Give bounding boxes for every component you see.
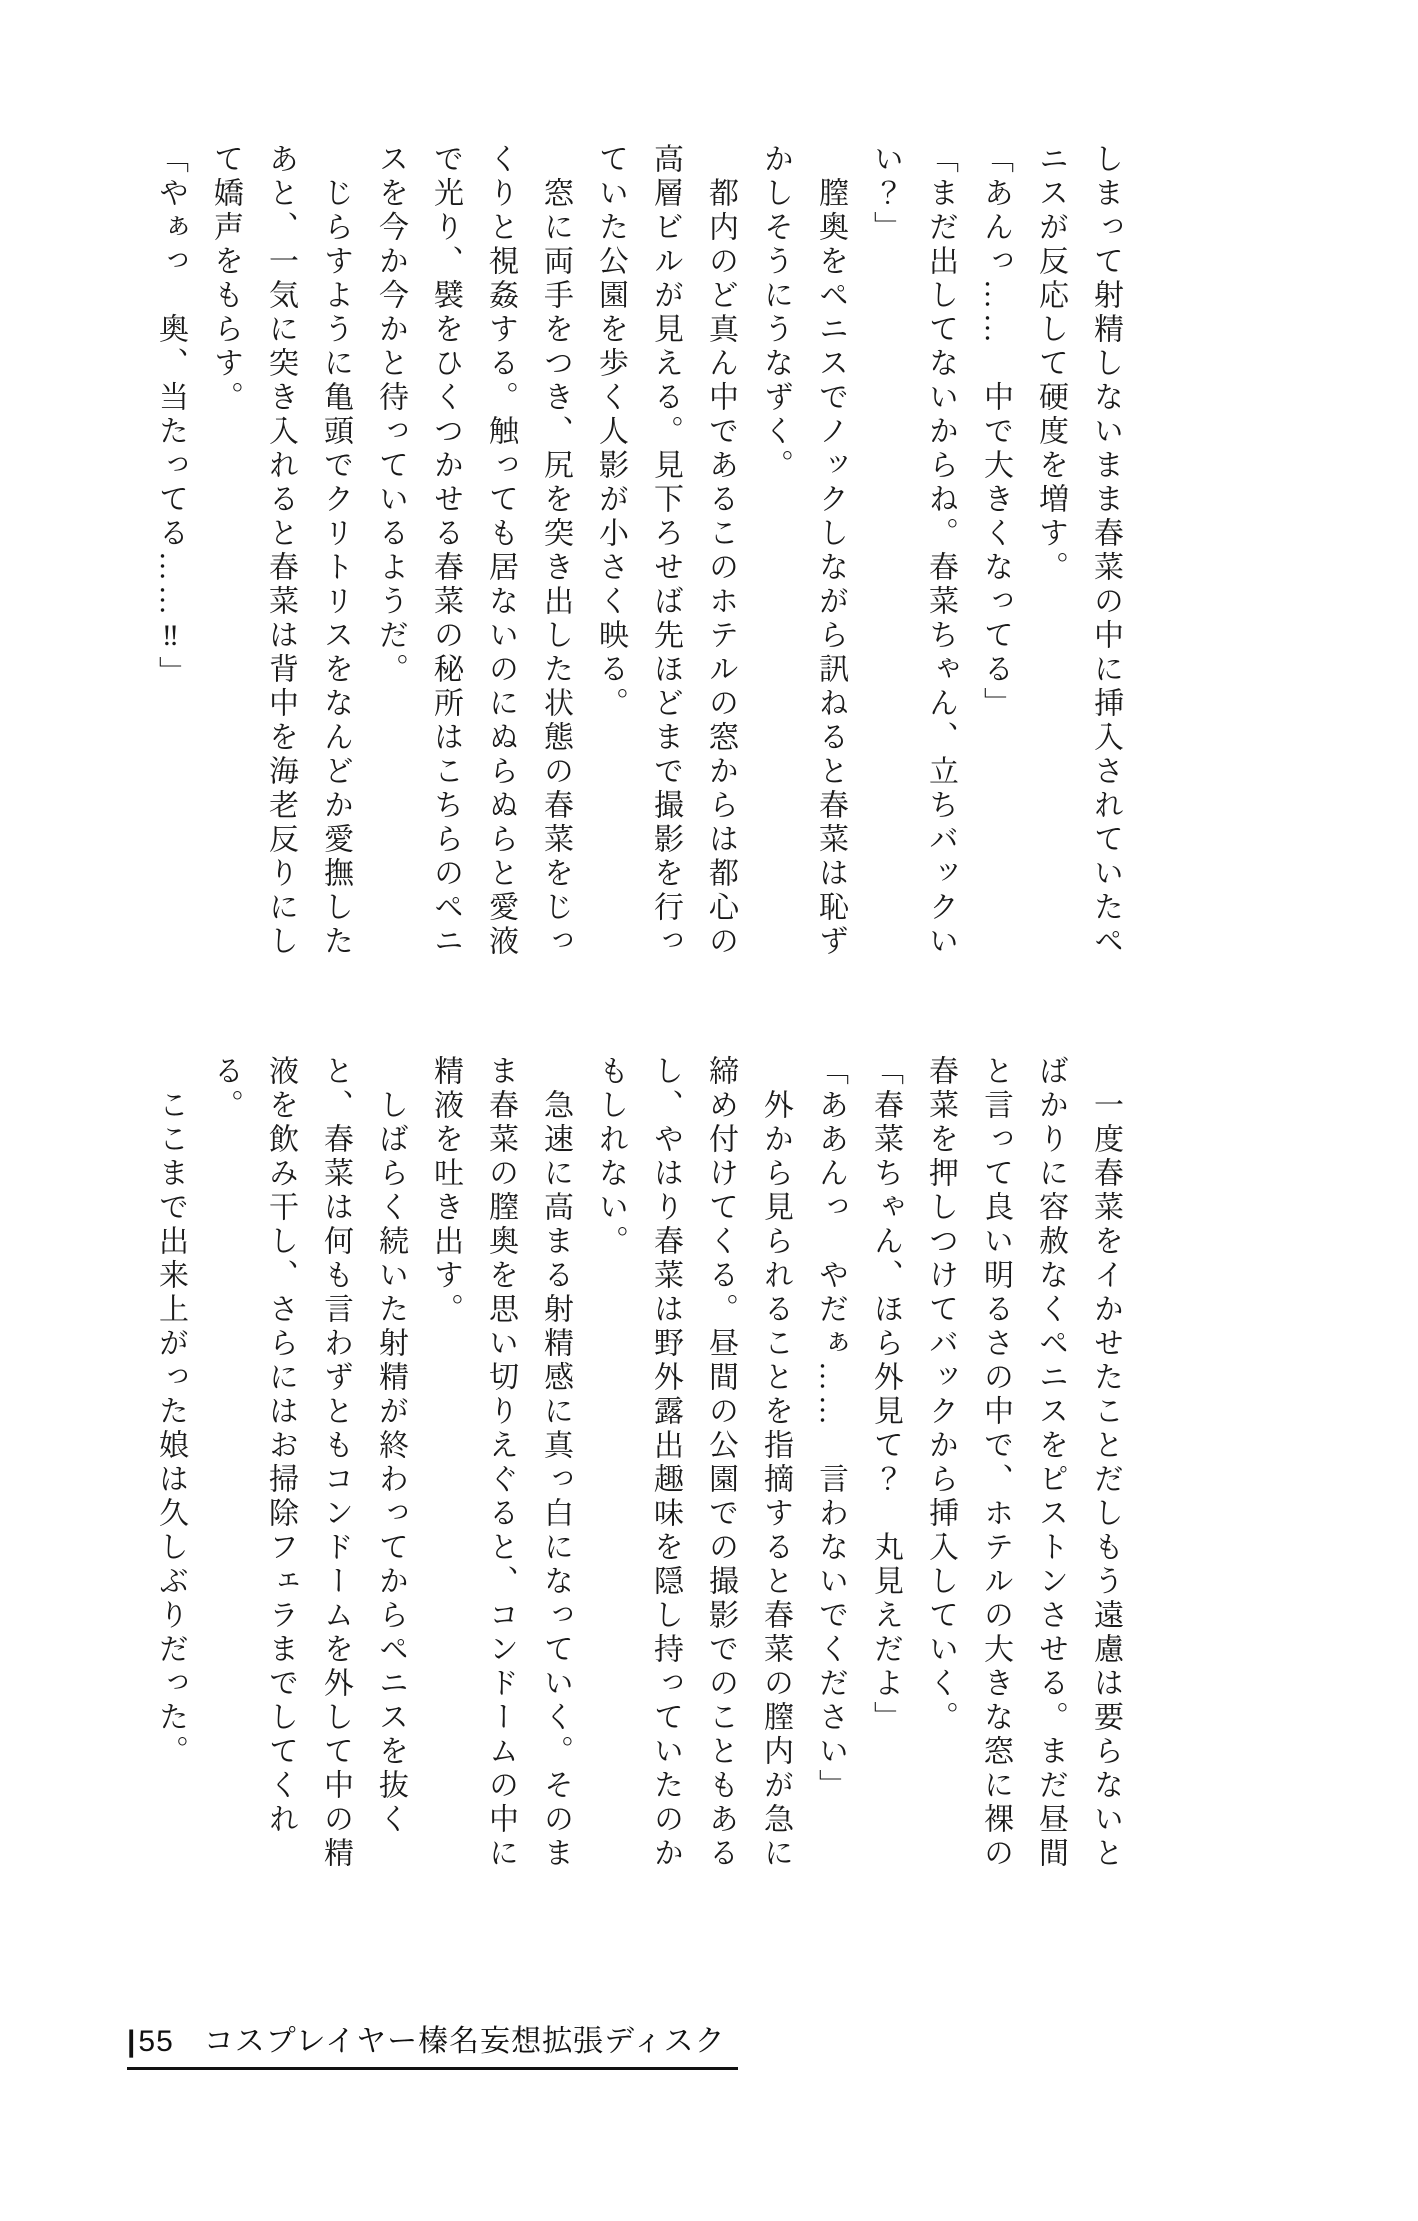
- paragraph: じらすように亀頭でクリトリスをなんどか愛撫したあと、一気に突き入れると春菜は背中を海老反りにして嬌声をもらす。: [209, 143, 352, 959]
- paragraph: 「ああんっ やだぁ…… 言わないでください」: [814, 1055, 847, 1803]
- footer-book-title: コスプレイヤー榛名妄想拡張ディスク: [203, 2025, 726, 2058]
- paragraph: 急速に高まる射精感に真っ白になっていく。そのまま春菜の膣奥を思い切りえぐると、コンドームの中に精液を吐き出す。: [429, 1055, 572, 1871]
- paragraph: 膣奥をペニスでノックしながら訊ねると春菜は恥ずかしそうにうなずく。: [759, 143, 847, 959]
- text-block-bottom: [143, 1055, 1133, 1881]
- page-footer: [127, 2016, 738, 2070]
- page-number: 55: [138, 2025, 174, 2058]
- paragraph: 窓に両手をつき、尻を突き出した状態の春菜をじっくりと視姦する。触っても居ないのにぬらぬらと愛液で光り、襞をひくつかせる春菜の秘所はこちらのペニスを今か今かと待っているようだ。: [374, 143, 572, 959]
- paragraph: 「まだ出してないからね。春菜ちゃん、立ちバックいい？」: [869, 143, 957, 959]
- paragraph: 都内のど真ん中であるこのホテルの窓からは都心の高層ビルが見える。見下ろせば先ほどまで撮影を行っていた公園を歩く人影が小さく映る。: [594, 143, 737, 959]
- paragraph: 「やぁっ 奥、当たってる……‼」: [154, 143, 187, 690]
- paragraph: ここまで出来上がった娘は久しぶりだった。: [154, 1055, 187, 1769]
- text-block-top: [143, 143, 1133, 969]
- paragraph: しまって射精しないまま春菜の中に挿入されていたペニスが反応して硬度を増す。: [1034, 143, 1122, 959]
- paragraph: 「春菜ちゃん、ほら外見て？ 丸見えだよ」: [869, 1055, 902, 1735]
- paragraph: 一度春菜をイかせたことだしもう遠慮は要らないとばかりに容赦なくペニスをピストンさせる。まだ昼間と言って良い明るさの中で、ホテルの大きな窓に裸の春菜を押しつけてバックから挿入していく。: [924, 1055, 1122, 1871]
- paragraph: 「あんっ…… 中で大きくなってる」: [979, 143, 1012, 721]
- footer-marker: |: [127, 2025, 136, 2058]
- paragraph: 外から見られることを指摘すると春菜の膣内が急に締め付けてくる。昼間の公園での撮影でのこともあるし、やはり春菜は野外露出趣味を隠し持っていたのかもしれない。: [594, 1055, 792, 1871]
- paragraph: しばらく続いた射精が終わってからペニスを抜くと、春菜は何も言わずともコンドームを外して中の精液を飲み干し、さらにはお掃除フェラまでしてくれる。: [209, 1055, 407, 1871]
